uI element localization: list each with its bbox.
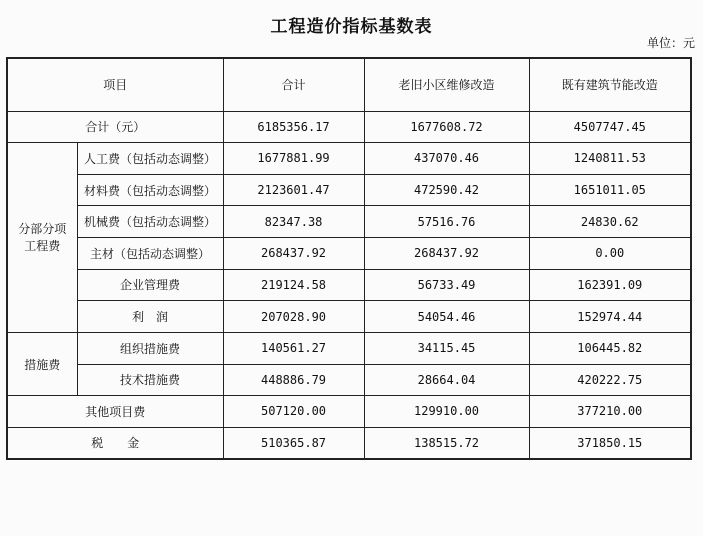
cell-old: 56733.49 [364, 269, 529, 301]
cell-old: 138515.72 [364, 427, 529, 459]
table-row [7, 269, 691, 301]
row-label-total: 合计（元） [7, 111, 223, 143]
table-header-row [7, 58, 691, 111]
cell-total: 448886.79 [223, 364, 364, 396]
table-row [7, 174, 691, 206]
row-label-tax: 税 金 [7, 427, 223, 459]
table-row [7, 143, 691, 175]
row-label-tech-measures: 技术措施费 [77, 364, 223, 396]
table-row [7, 238, 691, 270]
row-label-management: 企业管理费 [77, 269, 223, 301]
table-row [7, 206, 691, 238]
cell-total: 510365.87 [223, 427, 364, 459]
table-row [7, 301, 691, 333]
cell-energy: 24830.62 [529, 206, 691, 238]
header-old-district: 老旧小区维修改造 [364, 58, 529, 111]
group-label-measures: 措施费 [7, 332, 77, 395]
row-label-org-measures: 组织措施费 [77, 332, 223, 364]
table-row [7, 364, 691, 396]
cell-energy: 377210.00 [529, 396, 691, 428]
cell-old: 28664.04 [364, 364, 529, 396]
row-label-material: 材料费（包括动态调整） [77, 174, 223, 206]
cell-energy: 1240811.53 [529, 143, 691, 175]
cell-total: 82347.38 [223, 206, 364, 238]
cell-energy: 420222.75 [529, 364, 691, 396]
unit-label: 单位：元 [646, 36, 695, 50]
table-row [7, 111, 691, 143]
cell-total: 6185356.17 [223, 111, 364, 143]
cell-energy: 4507747.45 [529, 111, 691, 143]
cell-energy: 162391.09 [529, 269, 691, 301]
row-label-main-material: 主材（包括动态调整） [77, 238, 223, 270]
cell-total: 219124.58 [223, 269, 364, 301]
cell-old: 129910.00 [364, 396, 529, 428]
table-row [7, 396, 691, 428]
table-row [7, 332, 691, 364]
page-title: 工程造价指标基数表 [270, 17, 433, 37]
header-energy: 既有建筑节能改造 [529, 58, 691, 111]
cell-total: 507120.00 [223, 396, 364, 428]
cell-energy: 106445.82 [529, 332, 691, 364]
cell-old: 437070.46 [364, 143, 529, 175]
row-label-machine: 机械费（包括动态调整） [77, 206, 223, 238]
cell-energy: 371850.15 [529, 427, 691, 459]
header-total: 合计 [223, 58, 364, 111]
header-item: 项目 [7, 58, 223, 111]
row-label-other: 其他项目费 [7, 396, 223, 428]
cell-old: 268437.92 [364, 238, 529, 270]
cell-energy: 1651011.05 [529, 174, 691, 206]
cell-old: 34115.45 [364, 332, 529, 364]
row-label-labor: 人工费（包括动态调整） [77, 143, 223, 175]
cell-energy: 0.00 [529, 238, 691, 270]
cell-total: 268437.92 [223, 238, 364, 270]
row-label-profit: 利 润 [77, 301, 223, 333]
cell-energy: 152974.44 [529, 301, 691, 333]
cell-total: 207028.90 [223, 301, 364, 333]
cell-total: 140561.27 [223, 332, 364, 364]
table-row [7, 427, 691, 459]
cost-index-table [6, 57, 692, 460]
cell-old: 1677608.72 [364, 111, 529, 143]
cell-old: 472590.42 [364, 174, 529, 206]
cell-total: 1677881.99 [223, 143, 364, 175]
cell-old: 57516.76 [364, 206, 529, 238]
group-label-sub-item: 分部分项 工程费 [7, 143, 77, 333]
cell-total: 2123601.47 [223, 174, 364, 206]
cell-old: 54054.46 [364, 301, 529, 333]
